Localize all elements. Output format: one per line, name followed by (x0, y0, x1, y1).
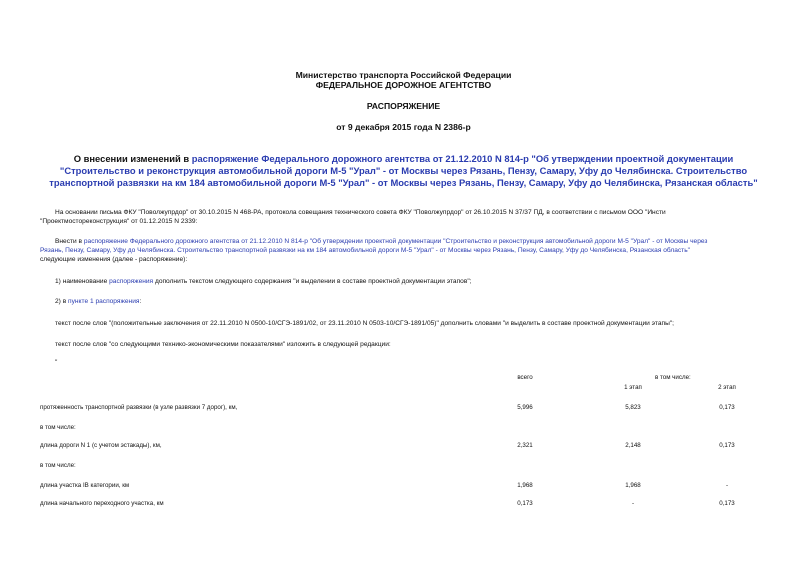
item-2-link[interactable]: пункте 1 распоряжения (68, 298, 140, 305)
document-type: РАСПОРЯЖЕНИЕ (366, 101, 441, 111)
item-1-prefix: 1) наименование (55, 278, 110, 285)
item-1 (55, 277, 472, 286)
table-row-label: в том числе: (40, 462, 76, 469)
table-cell-total: 1,968 (517, 482, 533, 489)
amend-paragraph-line3: следующие изменения (далее - распоряжение): (40, 256, 188, 263)
title-prefix: О внесении изменений в (73, 153, 192, 164)
item-1-suffix: дополнить текстом следующего содержания "и выделении в составе проектной документации этапов"; (153, 278, 472, 285)
agency-name: ФЕДЕРАЛЬНОЕ ДОРОЖНОЕ АГЕНТСТВО (315, 80, 492, 90)
basis-paragraph-line2: "Проектмостореконструкция" от 01.12.2015 N 2339: (40, 218, 198, 225)
amend-paragraph-line2 (40, 246, 772, 255)
document-date: от 9 декабря 2015 года N 2386-р (336, 122, 471, 132)
table-cell-stage2: 0,173 (719, 500, 735, 507)
title-link[interactable]: распоряжение Федерального дорожного агентства от 21.12.2010 N 814-р "Об утверждении проектной документации "Строительство и реконструкция автомобильной дороги М-5 "Урал" - от Москвы через Рязань, Пензу, Самару, Уфу до Челябинска. Строительство транспортной развязки на км 184 автомобильной дороги М-5 "Урал" - от Москвы через Рязань, Пензу, Самару, Уфу до Челябинска, Рязанская область" (49, 153, 758, 188)
item-2 (55, 297, 141, 306)
amend-link-part1[interactable]: распоряжение Федерального дорожного агентства от 21.12.2010 N 814-р "Об утверждении проектной документации "Строительство и реконструкция автомобильной дороги М-5 "Урал" - от Москвы через (83, 238, 708, 245)
table-row-label: в том числе: (40, 424, 76, 431)
table-row-label: протяженность транспортной развязки (в узле развязки 7 дорог), км, (40, 404, 238, 411)
col-header-stage1: 1 этап (624, 384, 642, 391)
table-cell-stage1: 2,148 (625, 442, 641, 449)
table-cell-stage2: - (725, 482, 729, 489)
text-after-indicators: текст после слов "со следующими технико-экономическими показателями" изложить в следующей редакции: (55, 341, 391, 348)
table-cell-total: 0,173 (517, 500, 533, 507)
table-cell-stage1: - (631, 500, 635, 507)
amend-paragraph-line1 (55, 237, 787, 246)
item-1-link[interactable]: распоряжения (109, 278, 154, 285)
table-cell-stage1: 1,968 (625, 482, 641, 489)
table-cell-stage2: 0,173 (719, 442, 735, 449)
table-cell-stage1: 5,823 (625, 404, 641, 411)
table-row-label: длина участка IB категории, км (40, 482, 130, 489)
document-title (40, 153, 767, 189)
table-cell-total: 2,321 (517, 442, 533, 449)
item-2-suffix: : (139, 298, 142, 305)
col-header-stage2: 2 этап (718, 384, 736, 391)
basis-paragraph-line1: На основании письма ФКУ "Поволжупрдор" от 30.10.2015 N 468-РА, протокола совещания технического совета ФКУ "Поволжупрдор" от 26.10.2015 N 37/37 ПД, в соответствии с письмом ООО "Инсти (55, 209, 666, 216)
text-after-conclusions: текст после слов "(положительные заключения от 22.11.2010 N 0500-10/СГЭ-1891/02, от 23.11.2010 N 0503-10/СГЭ-1891/05)" дополнить словами "и выделить в составе проектной документации этапы"; (55, 320, 674, 327)
table-cell-total: 5,996 (517, 404, 533, 411)
table-row-label: длина дороги N 1 (с учетом эстакады), км, (40, 442, 162, 449)
amend-link-part2[interactable]: Рязань, Пензу, Самару, Уфу до Челябинска. Строительство транспортной развязки на км 184 автомобильной дороги М-5 "Урал" - от Москвы через Рязань, Пензу, Самару, Уфу до Челябинска, Рязанская область" (40, 247, 690, 254)
col-header-total: всего (517, 374, 533, 381)
table-cell-stage2: 0,173 (719, 404, 735, 411)
opening-quote: " (55, 359, 58, 366)
col-header-including: в том числе: (655, 374, 691, 381)
ministry-name: Министерство транспорта Российской Федерации (295, 70, 512, 80)
table-row-label: длина начального переходного участка, км (40, 500, 164, 507)
amend-prefix: Внести в (55, 238, 84, 245)
item-2-prefix: 2) в (55, 298, 69, 305)
